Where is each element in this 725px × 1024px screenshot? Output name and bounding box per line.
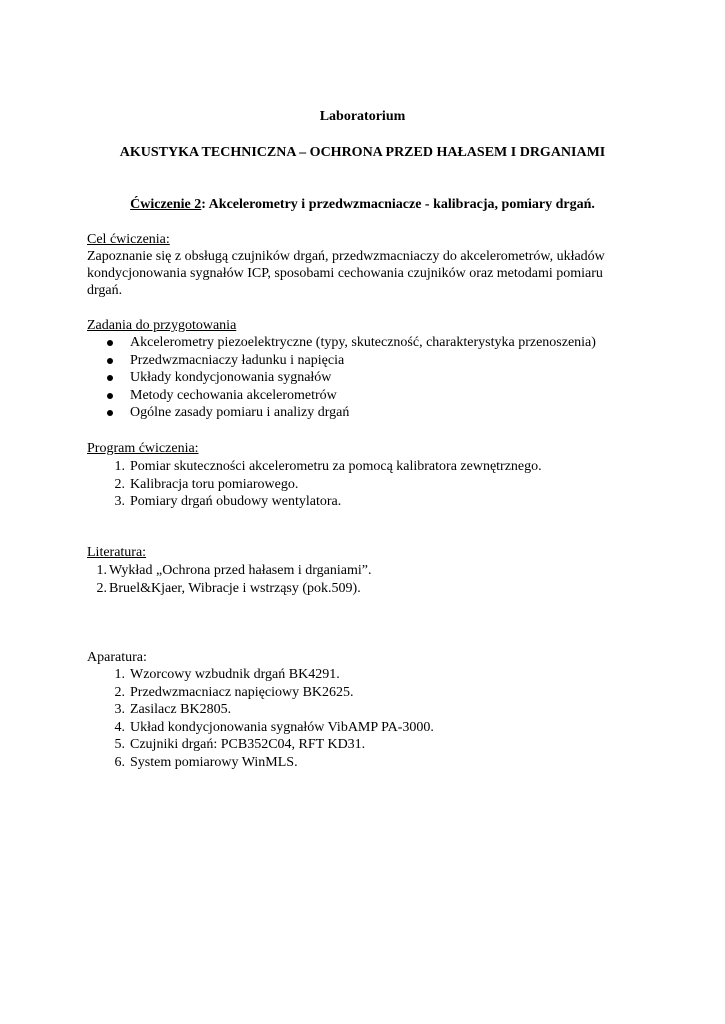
goal-line-3: drgań.: [87, 283, 123, 298]
bullet-icon: [107, 375, 113, 381]
list-item: 6. System pomiarowy WinMLS.: [114, 754, 298, 770]
goal-heading: Cel ćwiczenia:: [87, 232, 170, 247]
list-item: Przedwzmacniaczy ładunku i napięcia: [87, 352, 596, 370]
list-item: Metody cechowania akcelerometrów: [87, 387, 596, 405]
list-item: 3. Zasilacz BK2805.: [114, 702, 232, 718]
program-heading: Program ćwiczenia:: [87, 441, 199, 456]
bullet-icon: [107, 358, 113, 364]
lab-heading: Laboratorium: [319, 109, 406, 124]
list-item: 3. Pomiary drgań obudowy wentylatora.: [114, 494, 342, 510]
course-title: AKUSTYKA TECHNICZNA – OCHRONA PRZED HAŁASEM I DRGANIAMI: [119, 145, 606, 160]
exercise-number: Ćwiczenie 2: [130, 197, 202, 212]
bullet-icon: [107, 393, 113, 399]
list-item: Układy kondycjonowania sygnałów: [87, 369, 596, 387]
goal-line-1: Zapoznanie się z obsługą czujników drgań, przedwzmacniaczy do akcelerometrów, układów: [87, 249, 605, 264]
list-item: 2. Bruel&Kjaer, Wibracje i wstrząsy (pok.509).: [96, 580, 361, 596]
prep-list: [87, 334, 596, 422]
list-item: 5. Czujniki drgań: PCB352C04, RFT KD31.: [114, 737, 366, 753]
equipment-list: [87, 666, 687, 772]
list-item: 1. Wykład „Ochrona przed hałasem i drganiami”.: [96, 563, 372, 578]
program-list: [87, 458, 687, 511]
prep-heading: Zadania do przygotowania: [87, 318, 237, 333]
list-item: 4. Układ kondycjonowania sygnałów VibAMP PA-3000.: [114, 719, 434, 735]
list-item: 2. Przedwzmacniacz napięciowy BK2625.: [114, 684, 354, 700]
list-item: 1. Wzorcowy wzbudnik drgań BK4291.: [114, 667, 340, 682]
exercise-title: [0, 196, 725, 214]
list-item: 2. Kalibracja toru pomiarowego.: [114, 476, 299, 492]
literature-list: [87, 562, 687, 597]
list-item: Ogólne zasady pomiaru i analizy drgań: [87, 404, 596, 422]
bullet-icon: [107, 410, 113, 416]
literature-heading: Literatura:: [87, 545, 147, 560]
equipment-heading: Aparatura:: [87, 650, 147, 665]
bullet-icon: [107, 340, 113, 346]
exercise-topic: : Akcelerometry i przedwzmacniacze - kalibracja, pomiary drgań.: [201, 197, 595, 212]
goal-line-2: kondycjonowania sygnałów ICP, sposobami cechowania czujników oraz metodami pomiaru: [87, 266, 603, 281]
list-item: 1. Pomiar skuteczności akcelerometru za pomocą kalibratora zewnętrznego.: [114, 459, 542, 474]
list-item: Akcelerometry piezoelektryczne (typy, skuteczność, charakterystyka przenoszenia): [87, 334, 596, 352]
